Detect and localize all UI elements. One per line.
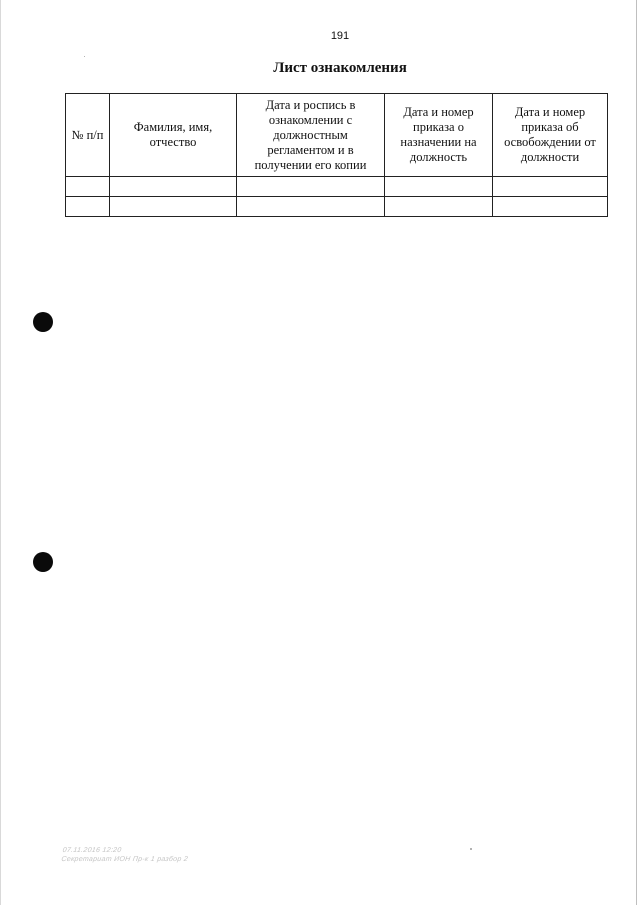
table-cell	[493, 177, 608, 197]
header-acknowledgement-date: Дата и роспись в ознакомлении с должностным регламентом и в получении его копии	[237, 94, 385, 177]
scan-stamp-line: Секретариат ИОН Пр-к 1 разбор 2	[60, 856, 189, 863]
table-cell	[110, 197, 237, 217]
table-row	[66, 177, 608, 197]
table-cell	[110, 177, 237, 197]
table-row	[66, 197, 608, 217]
header-number: № п/п	[66, 94, 110, 177]
page-title: Лист ознакомления	[273, 60, 407, 76]
table-cell	[385, 177, 493, 197]
scan-stamp-line: 07.11.2016 12:20	[62, 847, 122, 854]
table-cell	[66, 197, 110, 217]
table-cell	[66, 177, 110, 197]
punch-hole-icon	[33, 312, 53, 332]
acknowledgement-table	[65, 93, 608, 217]
header-appointment-order: Дата и номер приказа о назначении на должность	[385, 94, 493, 177]
page-number: 191	[330, 30, 350, 42]
header-full-name: Фамилия, имя, отчество	[110, 94, 237, 177]
table-cell	[237, 177, 385, 197]
scan-stamp	[61, 846, 190, 864]
punch-hole-icon	[33, 552, 53, 572]
page-right-edge	[636, 0, 637, 905]
table-cell	[385, 197, 493, 217]
header-dismissal-order: Дата и номер приказа об освобождении от должности	[493, 94, 608, 177]
scan-speck	[84, 56, 85, 57]
page-left-edge	[0, 0, 1, 905]
scan-speck	[470, 848, 472, 850]
table-cell	[237, 197, 385, 217]
table-header-row	[66, 94, 608, 177]
table-cell	[493, 197, 608, 217]
